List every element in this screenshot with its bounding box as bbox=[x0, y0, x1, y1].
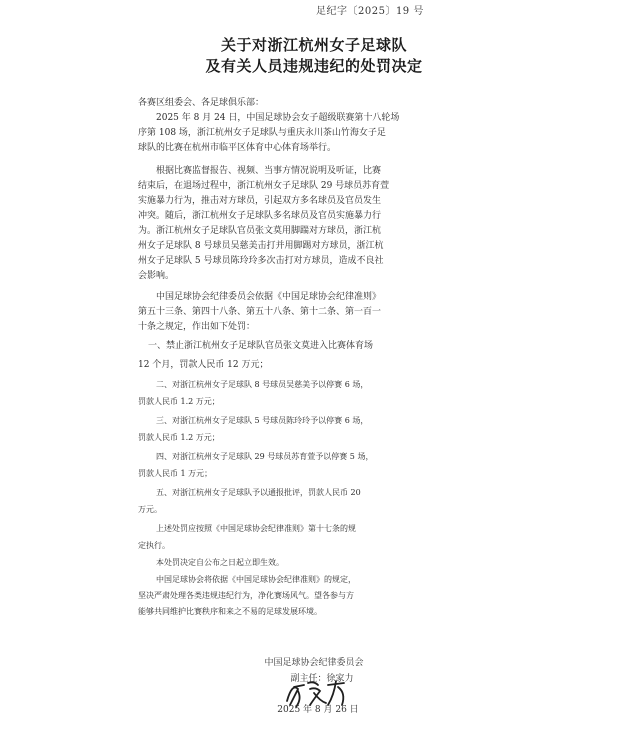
title-line-2: 及有关人员违规违纪的处罚决定 bbox=[205, 57, 423, 75]
title-line-1: 关于对浙江杭州女子足球队 bbox=[220, 36, 407, 54]
signatory-title: 副主任：徐家力 bbox=[290, 674, 354, 684]
paragraph-match-info: 2025 年 8 月 24 日，中国足球协会女子超级联赛第十八轮场 序第 108 场，浙江杭州女子足球队与重庆永川茶山竹海女子足 球队的比赛在杭州市临平区体育中心体育场举行。 bbox=[138, 113, 400, 153]
penalty-item-3: 三、对浙江杭州女子足球队 5 号球员陈玲玲予以停赛 6 场， 罚款人民币 1.2 万元； bbox=[138, 416, 369, 442]
paragraph-effective: 本处罚决定自公布之日起立即生效。 bbox=[156, 558, 284, 567]
document-number: 足纪字〔2025〕19 号 bbox=[316, 6, 424, 17]
penalty-item-1: 一、禁止浙江杭州女子足球队官员张文莫进入比赛体育场 12 个月，罚款人民币 12 万元； bbox=[138, 341, 374, 370]
salutation: 各赛区组委会、各足球俱乐部： bbox=[138, 98, 265, 108]
penalty-item-4: 四、对浙江杭州女子足球队 29 号球员苏育萱予以停赛 5 场， 罚款人民币 1 万元； bbox=[138, 452, 374, 478]
paragraph-closing: 中国足球协会将依据《中国足球协会纪律准则》的规定， 坚决严肃处理各类违规违纪行为，净化赛场风气。望各参与方 能够共同维护比赛秩序和来之不易的足球发展环境。 bbox=[138, 575, 356, 616]
paragraph-execution: 上述处罚应按照《中国足球协会纪律准则》第十七条的规 定执行。 bbox=[138, 524, 356, 550]
penalty-item-2: 二、对浙江杭州女子足球队 8 号球员吴慈美予以停赛 6 场， 罚款人民币 1.2 万元； bbox=[138, 380, 369, 406]
paragraph-basis: 中国足球协会纪律委员会依据《中国足球协会纪律准则》 第五十三条、第四十八条、第五十八条、第十二条、第一百一 十条之规定，作出如下处罚： bbox=[138, 292, 382, 332]
signing-organization: 中国足球协会纪律委员会 bbox=[264, 658, 364, 668]
document-title bbox=[0, 35, 628, 77]
signing-date: 2025 年 8 月 26 日 bbox=[277, 705, 359, 715]
document-body bbox=[138, 96, 494, 619]
penalty-item-5: 五、对浙江杭州女子足球队予以通报批评，罚款人民币 20 万元。 bbox=[138, 488, 361, 514]
paragraph-incident: 根据比赛监督报告、视频、当事方情况说明及听证，比赛 结束后，在退场过程中，浙江杭州女子足球队 29 号球员苏育萱 实施暴力行为，推击对方球员，引起双方多名球员及官员发生 冲突。随后，浙江杭州女子足球队多名球员及官员实施暴力行 为。浙江杭州女子足球队官员张文莫用脚踹对方球员，浙江杭 州女子足球队 8 号球员吴慈美击打并用脚踢对方球员，浙江杭 州女子足球队 5 号球员陈玲玲多次击打对方球员，造成不良社 会影响。 bbox=[138, 166, 390, 281]
